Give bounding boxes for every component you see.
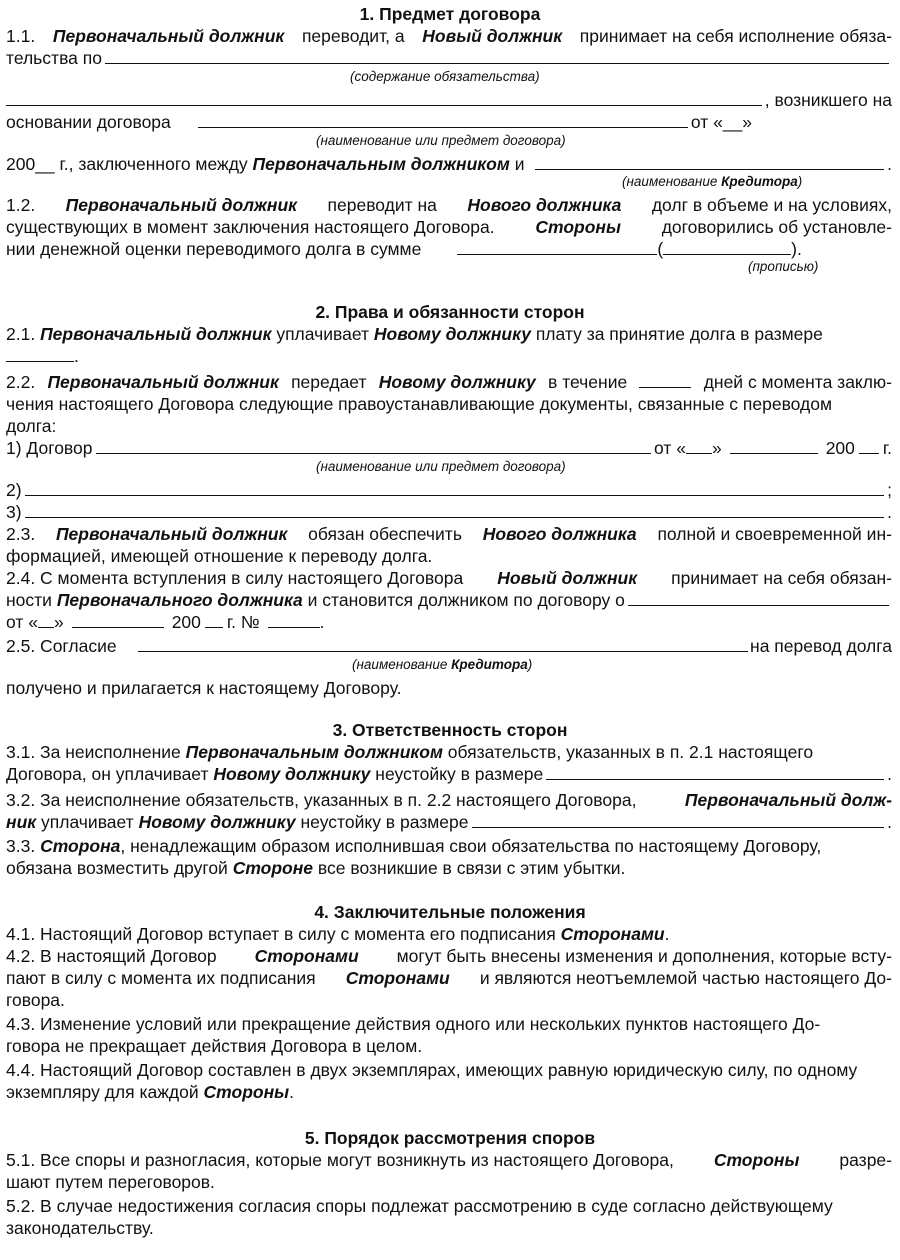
caption-obligation: (содержание обязательства) (350, 69, 540, 84)
creditor-blank[interactable] (535, 152, 884, 170)
clause-1-1-line-4: основании договора от «__» (6, 112, 752, 132)
clause-1-1-line-1: 1.1. Первоначальный должник переводит, а Новый должник принимает на себя исполнение обяза- (6, 26, 892, 46)
clause-2-2-line-1: 2.2. Первоначальный должник передает Новому должнику в течение дней с момента заклю- (6, 372, 892, 392)
clause-2-5-line-1: 2.5. Согласие на перевод долга (6, 636, 892, 656)
penalty-2-blank[interactable] (472, 810, 885, 828)
clause-4-1: 4.1. Настоящий Договор вступает в силу с момента его подписания Сторонами . (6, 924, 670, 944)
contract-number-blank[interactable] (268, 610, 320, 628)
clause-2-2-line-3: долга: (6, 416, 57, 436)
clause-3-3-line-2: обязана возместить другой Стороне все возникшие в связи с этим убытки. (6, 858, 626, 878)
clause-4-4-line-1: 4.4. Настоящий Договор составлен в двух экземплярах, имеющих равную юридическую силу, по одному (6, 1060, 858, 1080)
clause-2-1-line-2: . (6, 344, 892, 368)
days-blank[interactable] (639, 370, 691, 388)
clause-5-1-line-1: 5.1. Все споры и разногласия, которые могут возникнуть из настоящего Договора, Стороны разре- (6, 1150, 892, 1170)
section-2-heading: 2. Права и обязанности сторон (315, 302, 585, 322)
clause-2-4-line-2: ности Первоначального должника и становится должником по договору о (6, 588, 892, 612)
clause-2-1-line-1: 2.1. Первоначальный должник уплачивает Новому должнику плату за принятие долга в размере (6, 324, 823, 344)
clause-4-2-line-1: 4.2. В настоящий Договор Сторонами могут быть внесены изменения и дополнения, которые всту- (6, 946, 892, 966)
clause-5-2-line-2: законодательству. (6, 1218, 154, 1238)
caption-contract-name: (наименование или предмет договора) (316, 133, 566, 148)
section-4-heading: 4. Заключительные положения (314, 902, 586, 922)
document-1-day-blank[interactable] (686, 436, 712, 454)
contract-name-blank[interactable] (198, 110, 688, 128)
contract-day-blank[interactable] (38, 610, 54, 628)
clause-3-1-line-1: 3.1. За неисполнение Первоначальным должником обязательств, указанных в п. 2.1 настоящего (6, 742, 814, 762)
section-5-heading: 5. Порядок рассмотрения споров (304, 1128, 596, 1148)
clause-5-1-line-2: шают путем переговоров. (6, 1172, 215, 1192)
clause-1-2-line-1: 1.2. Первоначальный должник переводит на Нового должника долг в объеме и на условиях, (6, 195, 892, 215)
debt-amount-blank[interactable] (457, 237, 657, 255)
clause-2-4-line-1: 2.4. С момента вступления в силу настоящего Договора Новый должник принимает на себя обязан- (6, 568, 892, 588)
clause-1-2-line-3: нии денежной оценки переводимого долга в сумме ( ). (6, 239, 802, 259)
clause-3-2-line-1: 3.2. За неисполнение обязательств, указанных в п. 2.2 настоящего Договора, Первоначальный долж- (6, 790, 892, 810)
clause-2-3-line-2: формацией, имеющей отношение к переводу долга. (6, 546, 433, 566)
contract-month-blank[interactable] (72, 610, 164, 628)
document-1-month-blank[interactable] (730, 436, 818, 454)
document-3-line: 3) . (6, 502, 892, 522)
document-3-blank[interactable] (25, 500, 885, 518)
contract-year-blank[interactable] (205, 610, 223, 628)
clause-1-1-line-3: , возникшего на (6, 88, 892, 112)
section-1-heading: 1. Предмет договора (359, 4, 541, 24)
clause-3-2-line-2: ник уплачивает Новому должнику неустойку в размере . (6, 812, 892, 832)
caption-creditor-2: (наименование Кредитора) (352, 657, 533, 672)
document-2-line: 2) ; (6, 480, 892, 500)
fee-amount-blank[interactable] (6, 344, 74, 362)
clause-4-2-line-3: говора. (6, 990, 65, 1010)
clause-4-4-line-2: экземпляру для каждой Стороны . (6, 1082, 294, 1102)
caption-creditor: (наименование Кредитора) (622, 174, 803, 189)
clause-3-3-line-1: 3.3. Сторона , ненадлежащим образом исполнившая свои обязательства по настоящему Договору, (6, 836, 822, 856)
clause-4-3-line-1: 4.3. Изменение условий или прекращение действия одного или нескольких пунктов настоящего До- (6, 1014, 821, 1034)
clause-1-2-line-2: существующих в момент заключения настоящего Договора. Стороны договорились об установле- (6, 217, 892, 237)
clause-2-2-line-2: чения настоящего Договора следующие правоустанавливающие документы, связанные с переводом (6, 394, 832, 414)
document-1-line: 1) Договор от « » 200 г. (6, 438, 892, 458)
clause-2-3-line-1: 2.3. Первоначальный должник обязан обеспечить Нового должника полной и своевременной ин- (6, 524, 892, 544)
clause-2-4-line-3: от « » 200 г. № . (6, 612, 325, 632)
document-1-year-blank[interactable] (859, 436, 879, 454)
clause-2-5-line-2: получено и прилагается к настоящему Договору. (6, 678, 402, 698)
clause-5-2-line-1: 5.2. В случае недостижения согласия споры подлежат рассмотрению в суде согласно действующему (6, 1196, 833, 1216)
document-1-name-blank[interactable] (96, 436, 651, 454)
obligation-blank[interactable] (105, 46, 889, 64)
obligation-continuation-blank[interactable] (6, 88, 762, 106)
clause-4-2-line-2: пают в силу с момента их подписания Сторонами и являются неотъемлемой частью настоящего До- (6, 968, 892, 988)
clause-3-1-line-2: Договора, он уплачивает Новому должнику неустойку в размере . (6, 764, 892, 784)
caption-document-1: (наименование или предмет договора) (316, 459, 566, 474)
clause-1-1-line-5: 200__ г., заключенного между Первоначальным должником и . (6, 154, 892, 174)
consent-creditor-blank[interactable] (138, 634, 748, 652)
caption-in-words: (прописью) (748, 259, 819, 274)
clause-1-1-line-2: тельства по (6, 46, 892, 70)
debt-amount-words-blank[interactable] (663, 237, 791, 255)
clause-4-3-line-2: говора не прекращает действия Договора в целом. (6, 1036, 423, 1056)
contract-subject-blank[interactable] (628, 588, 889, 606)
document-2-blank[interactable] (25, 478, 885, 496)
section-3-heading: 3. Ответственность сторон (332, 720, 568, 740)
penalty-1-blank[interactable] (546, 762, 884, 780)
